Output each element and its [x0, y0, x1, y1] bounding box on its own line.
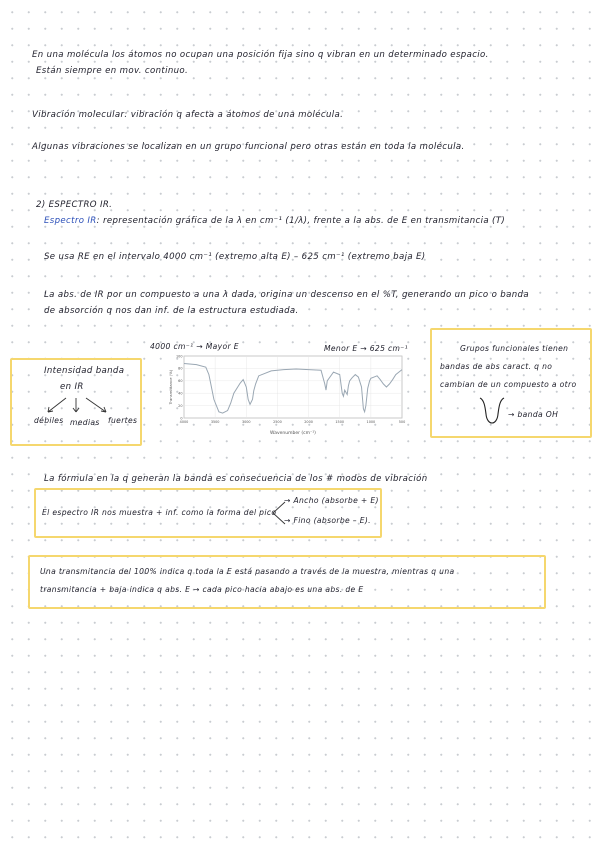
transmittance-box [28, 555, 546, 609]
note-line-4: Algunas vibraciones se localizan en un grupo funcional pero otras están en toda la molécula. [32, 142, 465, 152]
note-line-3: Vibración molecular: vibración q afecta a átomos de una molécula. [32, 110, 344, 120]
transmittance-line-2: transmitancia + baja indica q abs. E → cada pico hacia abajo es una abs. de E [40, 585, 364, 594]
x-tick-label: 2000 [304, 420, 313, 424]
ir-spectrum-chart [168, 352, 406, 436]
definition-term: Espectro IR [44, 216, 97, 226]
intensity-medium: medias [70, 418, 100, 427]
intensity-arrows [12, 360, 140, 444]
oh-band-sketch [478, 396, 506, 432]
x-tick-label: 1500 [335, 420, 345, 424]
x-tick-label: 500 [398, 420, 406, 424]
intensity-box [10, 358, 142, 446]
transmittance-line-1: Una transmitancia del 100% indica q toda la E está pasando a través de la muestra, mientras q una [40, 567, 455, 576]
peak-shape-text: El espectro IR nos muestra + inf. como la forma del pico [42, 508, 277, 517]
groups-line-2: bandas de abs caract. q no [440, 362, 553, 371]
intensity-strong: fuertes [108, 416, 138, 425]
x-tick-label: 3000 [241, 420, 251, 424]
intensity-weak: débiles [34, 416, 64, 425]
note-line-6: La abs. de IR por un compuesto a una λ dada, origina un descenso en el %T, generando un pico o banda [44, 290, 529, 300]
note-line-5: Se usa RE en el intervalo 4000 cm⁻¹ (extremo alta E) – 625 cm⁻¹ (extremo baja E) [44, 252, 426, 262]
peak-shape-box [34, 488, 382, 538]
note-line-7: de absorción q nos dan inf. de la estructura estudiada. [44, 306, 299, 316]
annotation-low-energy: Menor E → 625 cm⁻¹ [324, 344, 409, 353]
y-tick-label: 60 [178, 379, 183, 384]
y-tick-label: 20 [178, 403, 183, 408]
y-tick-label: 80 [178, 366, 183, 371]
functional-groups-box [430, 328, 592, 438]
y-tick-label: 100 [176, 354, 183, 359]
x-tick-label: 4000 [179, 420, 189, 424]
definition-text: : representación gráfica de la λ en cm⁻¹ (1/λ), frente a la abs. de E en transmitancia (T) [96, 216, 506, 226]
intensity-title-2: en IR [60, 382, 84, 392]
oh-band-label: → banda OH [508, 410, 559, 419]
y-tick-label: 0 [180, 416, 183, 421]
x-axis-label: Wavenumber (cm⁻¹) [270, 431, 316, 436]
x-tick-label: 3500 [210, 420, 220, 424]
note-line-1: En una molécula los átomos no ocupan una posición fija sino q vibran en un determinado espacio. [32, 50, 489, 60]
groups-line-1: Grupos funcionales tienen [460, 344, 569, 353]
y-tick-label: 40 [178, 391, 183, 396]
groups-line-3: cambian de un compuesto a otro [440, 380, 577, 389]
x-tick-label: 2500 [273, 420, 282, 424]
definition-line [44, 216, 505, 226]
y-axis-label: Transmittance (%) [168, 369, 173, 405]
x-tick-label: 1000 [366, 420, 376, 424]
plot-frame [184, 356, 402, 418]
annotation-high-energy: 4000 cm⁻¹ → Mayor E [150, 342, 239, 351]
intensity-title-1: Intensidad banda [44, 366, 125, 376]
note-line-2: Están siempre en mov. continuo. [36, 66, 189, 76]
section-title: 2) ESPECTRO IR. [36, 200, 113, 210]
peak-shape-wide: → Ancho (absorbe + E) [284, 496, 379, 505]
peak-shape-narrow: → Fino (absorbe – E). [284, 516, 371, 525]
note-line-8: La fórmula en la q generan la banda es consecuencia de los # modos de vibración [44, 474, 428, 484]
